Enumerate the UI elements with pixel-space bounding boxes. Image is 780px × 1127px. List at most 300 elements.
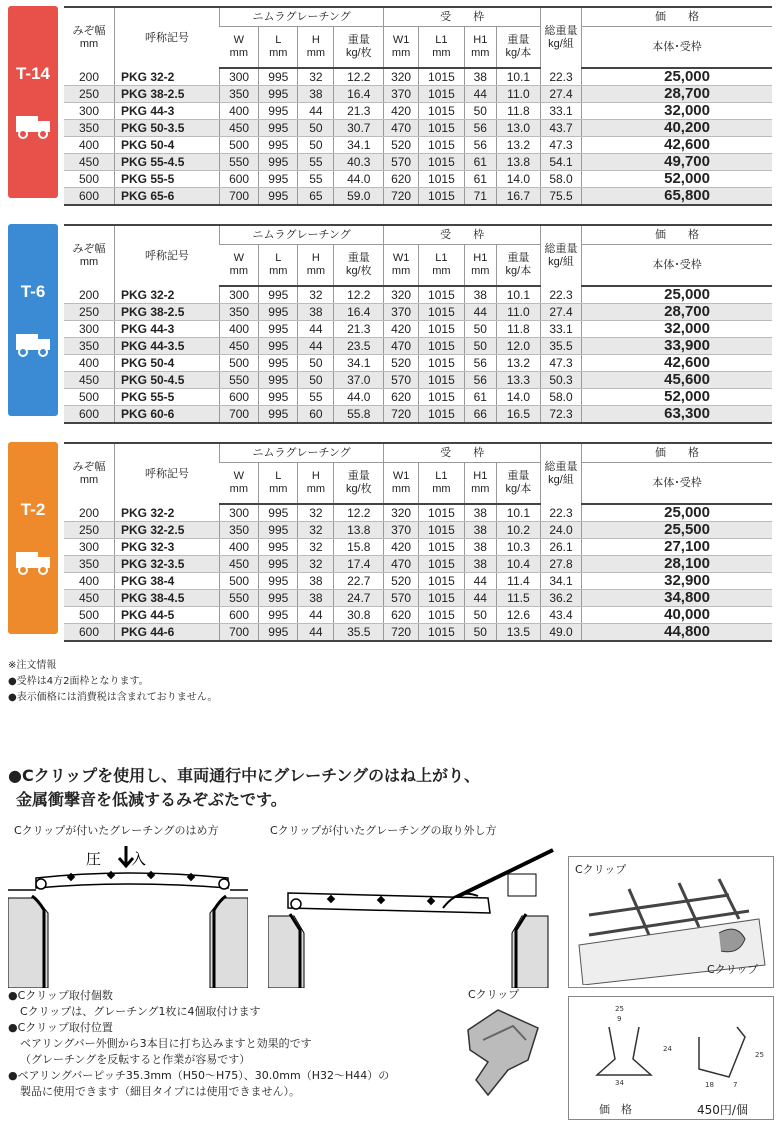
cell: 40.3	[334, 154, 384, 171]
cell: 25,000	[582, 504, 773, 522]
col-width: みぞ幅 mm	[64, 7, 115, 68]
cell: 320	[384, 68, 419, 86]
cell: 350	[64, 338, 115, 355]
install-diagram	[8, 838, 248, 988]
cell: 65,800	[582, 188, 773, 206]
cell: 38	[464, 504, 496, 522]
cell: 14.0	[496, 171, 540, 188]
cell: 34.1	[334, 355, 384, 372]
cell: PKG 38-4.5	[115, 590, 220, 607]
cell: 1015	[418, 137, 464, 154]
cell: 50	[298, 355, 334, 372]
col-h: H mm	[298, 27, 334, 69]
col-code: 呼称記号	[115, 7, 220, 68]
cell: 600	[220, 607, 259, 624]
col-l1: L1 mm	[418, 27, 464, 69]
col-l: L mm	[259, 463, 298, 505]
cell: 44	[464, 86, 496, 103]
cell: 600	[64, 624, 115, 642]
cell: 520	[384, 355, 419, 372]
cell: PKG 55-4.5	[115, 154, 220, 171]
clip-photo	[458, 1000, 548, 1100]
cell: 995	[259, 624, 298, 642]
cell: 17.4	[334, 556, 384, 573]
cell: 550	[220, 372, 259, 389]
cell: 995	[259, 137, 298, 154]
cell: PKG 32-3.5	[115, 556, 220, 573]
cell: 13.5	[496, 624, 540, 642]
table-row	[64, 321, 772, 338]
cell: 43.4	[541, 607, 582, 624]
load-class-label: T-2	[20, 500, 46, 519]
cell: 370	[384, 522, 419, 539]
cell: 61	[464, 154, 496, 171]
cell: 720	[384, 188, 419, 206]
cell: 44.0	[334, 171, 384, 188]
cell: 995	[259, 504, 298, 522]
table-row	[64, 406, 772, 424]
cell: 33.1	[541, 103, 582, 120]
cell: 33.1	[541, 321, 582, 338]
cell: 995	[259, 590, 298, 607]
remove-diagram	[268, 838, 558, 988]
cell: 58.0	[541, 171, 582, 188]
cell: 11.0	[496, 304, 540, 321]
cell: 38	[464, 556, 496, 573]
truck-icon	[14, 548, 52, 576]
cell: 38	[298, 590, 334, 607]
table-row	[64, 556, 772, 573]
cell: 55	[298, 171, 334, 188]
cell: 13.8	[496, 154, 540, 171]
cell: 38	[298, 573, 334, 590]
cell: PKG 32-3	[115, 539, 220, 556]
cell: 23.5	[334, 338, 384, 355]
truck-icon	[14, 112, 52, 140]
cell: 52,000	[582, 171, 773, 188]
cell: 10.4	[496, 556, 540, 573]
cell: 570	[384, 372, 419, 389]
cell: 32	[298, 504, 334, 522]
cell: 26.1	[541, 539, 582, 556]
cell: 72.3	[541, 406, 582, 424]
col-grating: ニムラグレーチング	[220, 225, 384, 245]
install-caption: Cクリップが付いたグレーチングのはめ方	[14, 824, 219, 837]
cell: 450	[220, 556, 259, 573]
col-total: 総重量 kg/組	[541, 225, 582, 286]
cell: PKG 38-2.5	[115, 86, 220, 103]
cell: 44	[464, 304, 496, 321]
table-row	[64, 286, 772, 304]
cell: 1015	[418, 286, 464, 304]
cell: PKG 44-5	[115, 607, 220, 624]
cell: PKG 32-2	[115, 286, 220, 304]
cell: 32	[298, 522, 334, 539]
cell: 21.3	[334, 103, 384, 120]
cell: 1015	[418, 120, 464, 137]
cell: 27.4	[541, 304, 582, 321]
cell: 720	[384, 624, 419, 642]
col-frame: 受 枠	[384, 443, 541, 463]
cell: 995	[259, 607, 298, 624]
notes-title: ※注文情報	[8, 660, 57, 671]
order-notes	[8, 658, 217, 706]
cell: 65	[298, 188, 334, 206]
table-row	[64, 154, 772, 171]
cell: 1015	[418, 355, 464, 372]
cell: 450	[220, 120, 259, 137]
cell: 58.0	[541, 389, 582, 406]
cell: PKG 50-4	[115, 137, 220, 154]
cell: 52,000	[582, 389, 773, 406]
cell: 38	[298, 304, 334, 321]
col-price-sub: 本体･受枠	[582, 463, 773, 505]
cell: 995	[259, 338, 298, 355]
cell: 700	[220, 406, 259, 424]
table-row	[64, 355, 772, 372]
press-label: 圧 入	[86, 850, 147, 868]
svg-text:18: 18	[705, 1081, 714, 1089]
col-frame-weight: 重量 kg/本	[496, 27, 540, 69]
cell: 420	[384, 103, 419, 120]
table-row	[64, 607, 772, 624]
col-l1: L1 mm	[418, 245, 464, 287]
cell: 1015	[418, 304, 464, 321]
cell: 450	[220, 338, 259, 355]
cell: 12.2	[334, 68, 384, 86]
cell: 32,000	[582, 103, 773, 120]
cell: 16.7	[496, 188, 540, 206]
cell: 995	[259, 389, 298, 406]
table-row	[64, 137, 772, 154]
col-w: W mm	[220, 463, 259, 505]
col-weight: 重量 kg/枚	[334, 27, 384, 69]
cell: 995	[259, 120, 298, 137]
cell: 1015	[418, 338, 464, 355]
cell: 47.3	[541, 137, 582, 154]
cell: 59.0	[334, 188, 384, 206]
cell: PKG 38-4	[115, 573, 220, 590]
cell: 300	[64, 539, 115, 556]
table-row	[64, 504, 772, 522]
cell: 1015	[418, 573, 464, 590]
col-price: 価 格	[582, 7, 773, 27]
spec-table	[64, 6, 772, 206]
cell: 550	[220, 590, 259, 607]
cell: 49.0	[541, 624, 582, 642]
cell: 400	[220, 539, 259, 556]
cell: 400	[220, 103, 259, 120]
cell: 500	[64, 389, 115, 406]
cell: 500	[220, 355, 259, 372]
col-total: 総重量 kg/組	[541, 443, 582, 504]
table-row	[64, 338, 772, 355]
cell: 995	[259, 286, 298, 304]
cell: 300	[220, 68, 259, 86]
spec-section-t-6	[8, 224, 772, 422]
cell: 55	[298, 389, 334, 406]
cell: 1015	[418, 154, 464, 171]
cell: 995	[259, 86, 298, 103]
cell: 30.7	[334, 120, 384, 137]
cell: PKG 65-6	[115, 188, 220, 206]
cell: 44.0	[334, 389, 384, 406]
col-w: W mm	[220, 27, 259, 69]
cell: 43.7	[541, 120, 582, 137]
col-l1: L1 mm	[418, 463, 464, 505]
cell: 30.8	[334, 607, 384, 624]
cell: 520	[384, 573, 419, 590]
col-h1: H1 mm	[464, 245, 496, 287]
cell: PKG 44-3	[115, 103, 220, 120]
cell: 28,700	[582, 304, 773, 321]
cell: 27.4	[541, 86, 582, 103]
cell: 50	[464, 607, 496, 624]
cell: 36.2	[541, 590, 582, 607]
table-row	[64, 188, 772, 206]
cell: 25,000	[582, 286, 773, 304]
cell: 60	[298, 406, 334, 424]
bullet-line: 製品に使用できます（細目タイプには使用できません）。	[20, 1085, 300, 1098]
col-weight: 重量 kg/枚	[334, 245, 384, 287]
cell: 250	[64, 86, 115, 103]
cell: 350	[64, 120, 115, 137]
cell: 13.0	[496, 120, 540, 137]
notes-item: ●受枠は4方2面枠となります。	[8, 676, 149, 687]
cell: 38	[298, 86, 334, 103]
cell: 11.8	[496, 321, 540, 338]
cell: 45,600	[582, 372, 773, 389]
cell: 600	[220, 171, 259, 188]
cell: 34,800	[582, 590, 773, 607]
cell: 350	[220, 304, 259, 321]
cell: 1015	[418, 590, 464, 607]
cell: 71	[464, 188, 496, 206]
table-row	[64, 86, 772, 103]
cell: 500	[220, 137, 259, 154]
cell: PKG 32-2.5	[115, 522, 220, 539]
cell: PKG 44-6	[115, 624, 220, 642]
svg-text:25: 25	[615, 1005, 624, 1013]
cell: 50	[298, 137, 334, 154]
cell: 22.7	[334, 573, 384, 590]
cell: 33,900	[582, 338, 773, 355]
cell: 350	[220, 522, 259, 539]
cell: 66	[464, 406, 496, 424]
cell: 620	[384, 389, 419, 406]
cell: 400	[64, 355, 115, 372]
cell: PKG 60-6	[115, 406, 220, 424]
cell: 450	[64, 372, 115, 389]
cell: 44	[298, 338, 334, 355]
svg-text:9: 9	[617, 1015, 622, 1023]
cell: 12.0	[496, 338, 540, 355]
cell: 50	[298, 372, 334, 389]
cell: 55.8	[334, 406, 384, 424]
cell: 25,000	[582, 68, 773, 86]
cell: 50	[464, 624, 496, 642]
svg-text:24: 24	[663, 1045, 672, 1053]
table-row	[64, 171, 772, 188]
col-frame-weight: 重量 kg/本	[496, 245, 540, 287]
spec-section-t-2	[8, 442, 772, 640]
cell: 38	[464, 522, 496, 539]
cell: 1015	[418, 504, 464, 522]
col-price: 価 格	[582, 225, 773, 245]
cell: 16.4	[334, 304, 384, 321]
cell: 400	[220, 321, 259, 338]
dimension-box	[568, 996, 774, 1120]
cell: 470	[384, 338, 419, 355]
cell: 620	[384, 171, 419, 188]
cell: PKG 32-2	[115, 68, 220, 86]
cell: 1015	[418, 522, 464, 539]
cell: 1015	[418, 68, 464, 86]
cell: 500	[64, 607, 115, 624]
cell: 300	[64, 103, 115, 120]
cell: 1015	[418, 103, 464, 120]
table-row	[64, 120, 772, 137]
load-class-tab	[8, 224, 58, 416]
col-h: H mm	[298, 463, 334, 505]
clip-box-label: Cクリップ	[575, 863, 627, 876]
cell: 56	[464, 372, 496, 389]
cell: 995	[259, 304, 298, 321]
cell: 10.2	[496, 522, 540, 539]
col-frame: 受 枠	[384, 225, 541, 245]
load-class-label: T-14	[15, 64, 51, 83]
cell: 1015	[418, 188, 464, 206]
col-weight: 重量 kg/枚	[334, 463, 384, 505]
cell: 47.3	[541, 355, 582, 372]
bullet-head: ●ベアリングバーピッチ35.3mm（H50〜H75）、30.0mm（H32〜H44）の	[8, 1069, 390, 1082]
cell: 1015	[418, 86, 464, 103]
cell: 12.6	[496, 607, 540, 624]
col-grating: ニムラグレーチング	[220, 7, 384, 27]
cell: 600	[64, 188, 115, 206]
cell: 300	[220, 286, 259, 304]
cell: 10.1	[496, 68, 540, 86]
cell: 995	[259, 355, 298, 372]
clip-box	[568, 856, 774, 988]
col-price-sub: 本体･受枠	[582, 27, 773, 69]
cell: 11.4	[496, 573, 540, 590]
cell: 550	[220, 154, 259, 171]
cell: 420	[384, 539, 419, 556]
cell: 55	[298, 154, 334, 171]
cell: 56	[464, 120, 496, 137]
cell: 995	[259, 171, 298, 188]
cell: 50	[464, 338, 496, 355]
cell: 250	[64, 522, 115, 539]
col-code: 呼称記号	[115, 225, 220, 286]
cell: 450	[64, 154, 115, 171]
cell: 720	[384, 406, 419, 424]
cell: PKG 50-4	[115, 355, 220, 372]
cell: 22.3	[541, 68, 582, 86]
headline-line-2: 金属衝撃音を低減するみぞぶたです。	[16, 790, 287, 809]
cell: 500	[220, 573, 259, 590]
clip-photo-label: Cクリップ	[468, 988, 520, 1001]
cell: 25,500	[582, 522, 773, 539]
cell: 370	[384, 86, 419, 103]
cell: 38	[464, 286, 496, 304]
col-price-sub: 本体･受枠	[582, 245, 773, 287]
col-l: L mm	[259, 27, 298, 69]
cell: 27,100	[582, 539, 773, 556]
cell: 75.5	[541, 188, 582, 206]
cell: PKG 44-3	[115, 321, 220, 338]
cell: PKG 44-3.5	[115, 338, 220, 355]
cell: 28,700	[582, 86, 773, 103]
cell: 995	[259, 103, 298, 120]
spec-section-t-14	[8, 6, 772, 204]
cell: 13.2	[496, 137, 540, 154]
bullet-line: Cクリップは、グレーチング1枚に4個取付けます	[20, 1005, 261, 1018]
cell: 61	[464, 389, 496, 406]
cell: 400	[64, 573, 115, 590]
col-grating: ニムラグレーチング	[220, 443, 384, 463]
cell: PKG 50-3.5	[115, 120, 220, 137]
cell: 13.2	[496, 355, 540, 372]
table-row	[64, 103, 772, 120]
cell: 32	[298, 556, 334, 573]
col-l: L mm	[259, 245, 298, 287]
col-width: みぞ幅 mm	[64, 443, 115, 504]
col-w1: W1 mm	[384, 463, 419, 505]
cell: 40,000	[582, 607, 773, 624]
cell: 34.1	[334, 137, 384, 154]
cell: 570	[384, 590, 419, 607]
cell: 250	[64, 304, 115, 321]
cell: 38	[464, 539, 496, 556]
cell: 300	[220, 504, 259, 522]
bullet-line: ベアリングバー外側から3本目に打ち込みますと効果的です	[20, 1037, 312, 1050]
bullet-line: （グレーチングを反転すると作業が容易です）	[20, 1053, 251, 1066]
cell: 470	[384, 556, 419, 573]
cell: 44	[298, 607, 334, 624]
cell: 44	[464, 590, 496, 607]
table-row	[64, 522, 772, 539]
cell: 11.5	[496, 590, 540, 607]
cell: 40,200	[582, 120, 773, 137]
cell: 54.1	[541, 154, 582, 171]
table-row	[64, 573, 772, 590]
feature-headline	[8, 764, 480, 812]
cell: 13.3	[496, 372, 540, 389]
cell: 995	[259, 321, 298, 338]
cell: 32,900	[582, 573, 773, 590]
cell: 50	[464, 103, 496, 120]
cell: 350	[64, 556, 115, 573]
table-row	[64, 304, 772, 321]
svg-text:34: 34	[615, 1079, 624, 1087]
cell: 600	[64, 406, 115, 424]
cell: 995	[259, 539, 298, 556]
cell: 1015	[418, 389, 464, 406]
cell: 500	[64, 171, 115, 188]
cell: 32,000	[582, 321, 773, 338]
cell: 35.5	[541, 338, 582, 355]
cell: 16.4	[334, 86, 384, 103]
col-h1: H1 mm	[464, 27, 496, 69]
table-row	[64, 624, 772, 642]
cell: 300	[64, 321, 115, 338]
cell: 200	[64, 504, 115, 522]
cell: 32	[298, 68, 334, 86]
cell: 995	[259, 522, 298, 539]
cell: 995	[259, 406, 298, 424]
